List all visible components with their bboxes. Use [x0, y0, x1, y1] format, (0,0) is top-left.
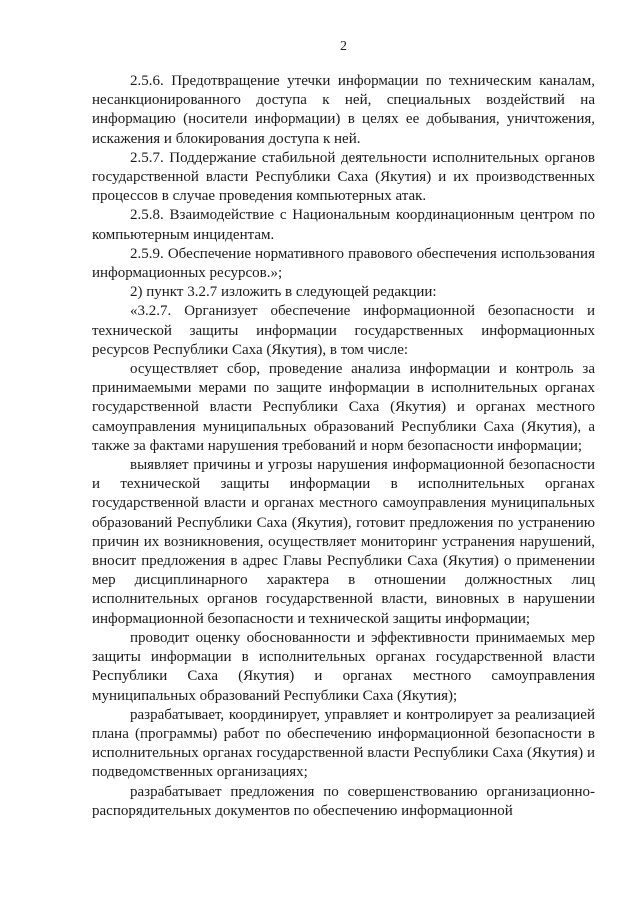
paragraph-develops-proposals: разрабатывает предложения по совершенствованию организационно-распорядительных документов по обеспечению информационной — [92, 783, 595, 819]
paragraph-2-5-7: 2.5.7. Поддержание стабильной деятельности исполнительных органов государственной власти Республики Саха (Якутия) и их производственных процессов в случае проведения компьютерных атак. — [92, 149, 595, 205]
paragraph-2-5-8: 2.5.8. Взаимодействие с Национальным координационным центром по компьютерным инцидентам. — [92, 207, 595, 243]
paragraph-identifies-threats: выявляет причины и угрозы нарушения информационной безопасности и технической защиты информации в исполнительных органах государственной власти и органах местного самоуправления муниципальных образований Республики Саха (Якутия), готовит предложения по устранению причин их возникновения, осуществляет мониторинг устранения нарушений, вносит предложения в адрес Главы Республики Саха (Якутия) о применении мер дисциплинарного характера в отношении должностных лиц исполнительных органов государственной власти, виновных в нарушении информационной безопасности и технической защиты информации; — [92, 457, 595, 627]
paragraph-amendment-intro: 2) пункт 3.2.7 изложить в следующей редакции: — [130, 284, 437, 301]
paragraph-develops-plan: разрабатывает, координирует, управляет и контролирует за реализацией плана (программы) работ по обеспечению информационной безопасности в исполнительных органах государственной власти Республики Саха (Якутия) и подведомственных организациях; — [92, 706, 595, 781]
paragraph-3-2-7: «3.2.7. Организует обеспечение информационной безопасности и технической защиты информации государственных информационных ресурсов Республики Саха (Якутия), в том числе: — [92, 303, 595, 358]
document-page — [92, 38, 595, 821]
paragraph-2-5-6: 2.5.6. Предотвращение утечки информации по техническим каналам, несанкционированного доступа к ней, специальных воздействий на информацию (носители информации) в целях ее добывания, уничтожения, искажения и блокирования доступа к ней. — [92, 73, 595, 147]
paragraph-2-5-9: 2.5.9. Обеспечение нормативного правового обеспечения использования информационных ресурсов.»; — [92, 245, 595, 282]
paragraph-evaluates-measures: проводит оценку обоснованности и эффективности принимаемых мер защиты информации в исполнительных органах государственной власти Республики Саха (Якутия) и органах местного самоуправления муниципальных образований Республики Саха (Якутия); — [92, 629, 595, 704]
page-number: 2 — [340, 39, 347, 54]
paragraph-collects-analysis: осуществляет сбор, проведение анализа информации и контроль за принимаемыми мерами по защите информации в исполнительных органах государственной власти Республики Саха (Якутия) и органах местного самоуправления муниципальных образований Республики Саха (Якутия), а также за фактами нарушения требований и норм безопасности информации; — [92, 361, 595, 454]
